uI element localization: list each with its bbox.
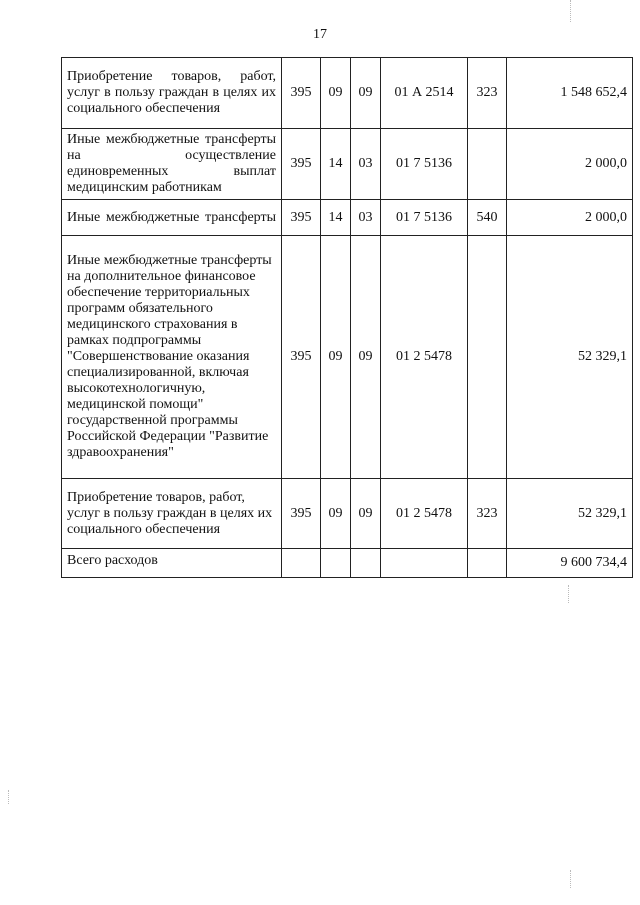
scan-artifact: [568, 585, 569, 603]
row-description: Приобретение товаров, работ, услуг в пользу граждан в целях их социального обеспечения: [62, 479, 282, 549]
empty-cell: [381, 549, 468, 578]
scan-artifact: [570, 0, 571, 22]
empty-cell: [351, 549, 381, 578]
table-row: [62, 58, 633, 129]
ministry-code: 395: [282, 236, 321, 479]
table-row: [62, 200, 633, 236]
amount: 1 548 652,4: [507, 58, 633, 129]
scan-artifact: [8, 790, 9, 804]
subsection-code: 03: [351, 129, 381, 200]
target-article-code: 01 7 5136: [381, 200, 468, 236]
section-code: 09: [321, 479, 351, 549]
table-row: [62, 479, 633, 549]
subsection-code: 09: [351, 479, 381, 549]
total-amount: 9 600 734,4: [507, 549, 633, 578]
ministry-code: 395: [282, 129, 321, 200]
expense-type-code: 323: [468, 58, 507, 129]
target-article-code: 01 А 2514: [381, 58, 468, 129]
row-description: Иные межбюджетные трансферты: [62, 200, 282, 236]
section-code: 14: [321, 200, 351, 236]
expense-type-code: 323: [468, 479, 507, 549]
expense-type-code: [468, 129, 507, 200]
expense-type-code: [468, 236, 507, 479]
row-description: Иные межбюджетные трансферты на осуществление единовременных выплат медицинским работникам: [62, 129, 282, 200]
expenditure-table: [61, 57, 633, 578]
section-code: 14: [321, 129, 351, 200]
subsection-code: 03: [351, 200, 381, 236]
amount: 52 329,1: [507, 479, 633, 549]
empty-cell: [468, 549, 507, 578]
target-article-code: 01 2 5478: [381, 236, 468, 479]
expense-type-code: 540: [468, 200, 507, 236]
target-article-code: 01 2 5478: [381, 479, 468, 549]
page-number: 17: [313, 27, 327, 42]
amount: 2 000,0: [507, 129, 633, 200]
row-description: Приобретение товаров, работ, услуг в пользу граждан в целях их социального обеспечения: [62, 58, 282, 129]
empty-cell: [321, 549, 351, 578]
ministry-code: 395: [282, 200, 321, 236]
table-row: [62, 129, 633, 200]
ministry-code: 395: [282, 58, 321, 129]
scan-artifact: [570, 870, 571, 888]
subsection-code: 09: [351, 58, 381, 129]
amount: 52 329,1: [507, 236, 633, 479]
ministry-code: 395: [282, 479, 321, 549]
empty-cell: [282, 549, 321, 578]
total-label: Всего расходов: [62, 549, 282, 578]
section-code: 09: [321, 58, 351, 129]
target-article-code: 01 7 5136: [381, 129, 468, 200]
subsection-code: 09: [351, 236, 381, 479]
total-row: [62, 549, 633, 578]
row-description: Иные межбюджетные трансферты на дополнительное финансовое обеспечение территориальных программ обязательного медицинского страхования в рамках подпрограммы "Совершенствование оказания специализированной, включая высокотехнологичную, медицинской помощи" государственной программы Российской Федерации "Развитие здравоохранения": [62, 236, 282, 479]
table-row: [62, 236, 633, 479]
amount: 2 000,0: [507, 200, 633, 236]
section-code: 09: [321, 236, 351, 479]
